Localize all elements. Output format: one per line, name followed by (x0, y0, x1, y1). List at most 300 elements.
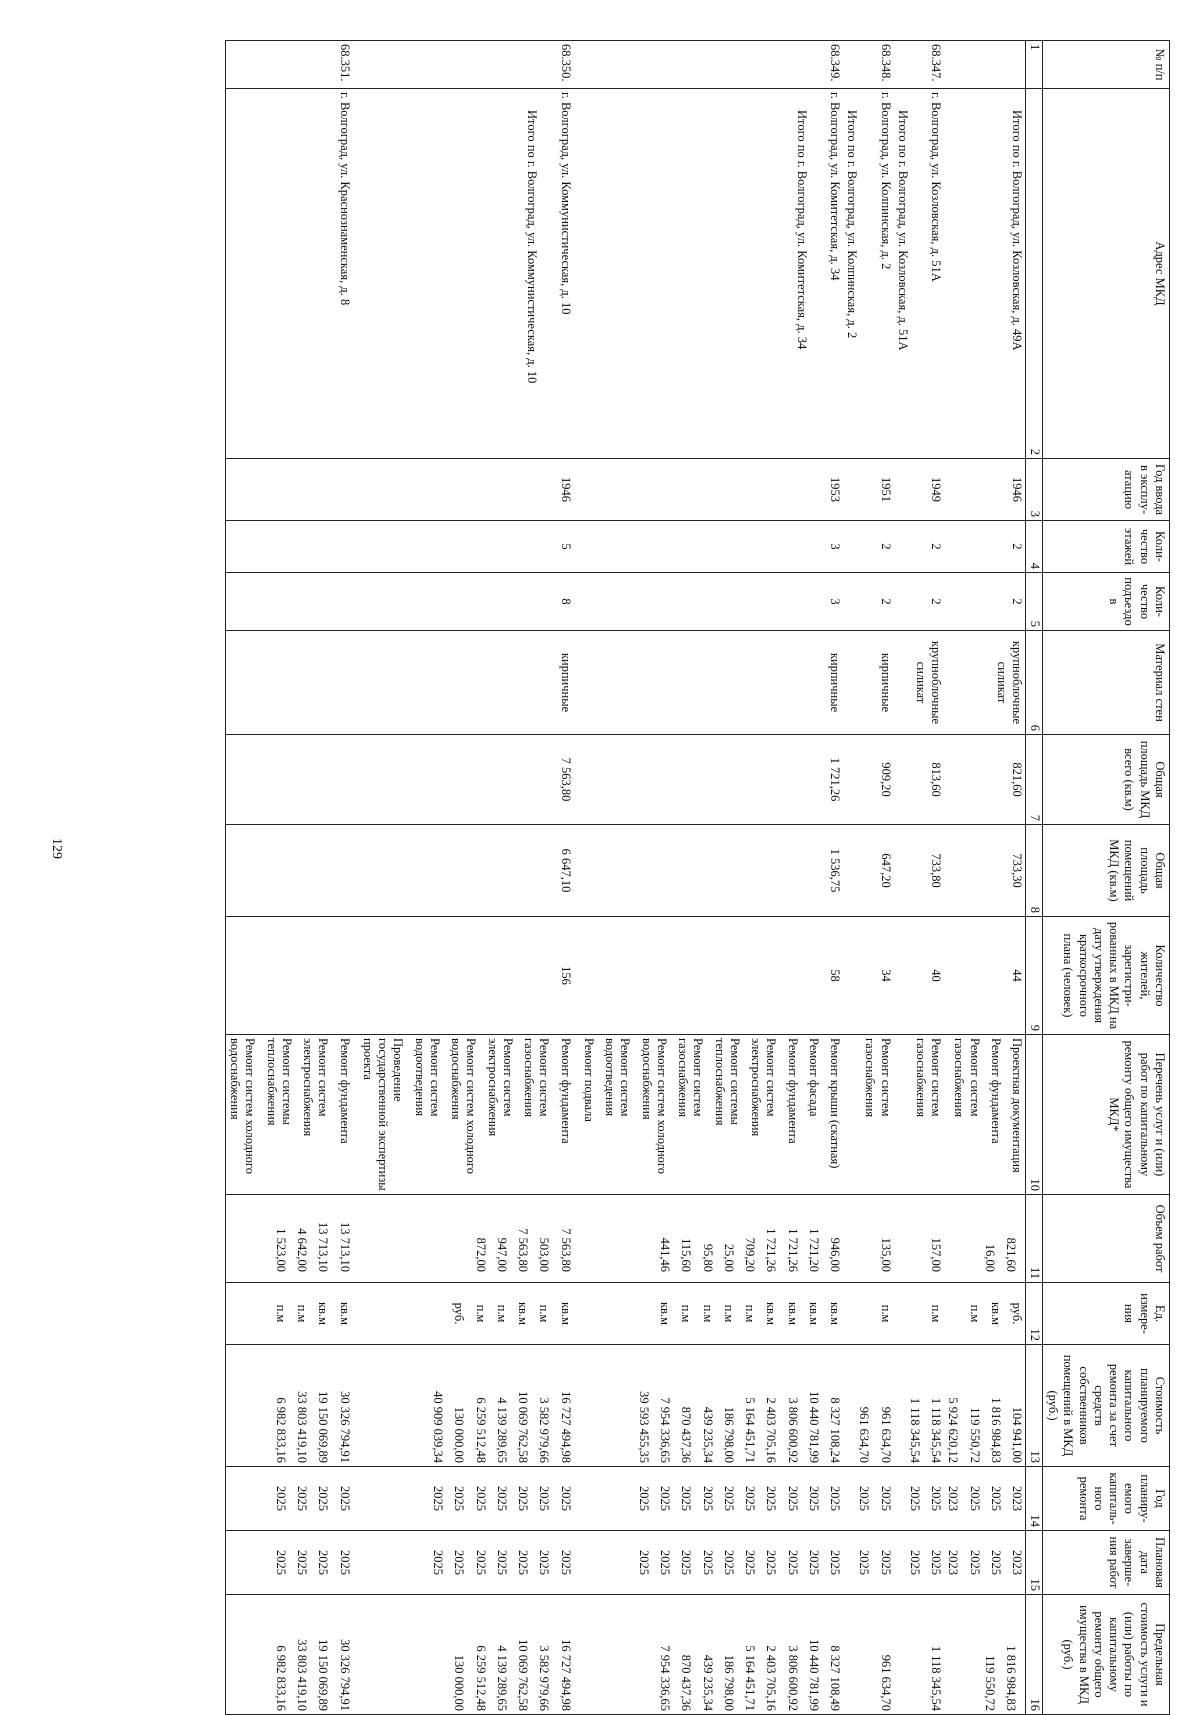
work-cost: 119 550,72 (967, 1407, 982, 1463)
total-end: 2025 (431, 1550, 446, 1575)
work-year: 2025 (537, 1486, 552, 1511)
work-unit: п.м (878, 1304, 893, 1323)
col-header-entrances: Коли-чество подъездо в (1043, 573, 1170, 631)
work-volume: 7 563,80 (516, 1228, 531, 1272)
work-end: 2025 (722, 1550, 736, 1575)
work-end: 2025 (967, 1550, 982, 1575)
work-end: 2023 (1010, 1550, 1025, 1575)
work-cost: 1 816 984,83 (989, 1397, 1003, 1463)
work-unit: кв.м (516, 1301, 531, 1325)
work-year: 2025 (316, 1486, 331, 1511)
floors: 2 (894, 521, 945, 573)
work-cost: 439 235,34 (700, 1406, 715, 1463)
col-header-volume: Объем работ (1043, 1195, 1170, 1283)
floors (226, 521, 353, 573)
work-end: 2025 (495, 1550, 509, 1575)
address-text: г. Волгоград, ул. Комитетская, д. 34 (828, 92, 843, 281)
end-date-cell (843, 1531, 894, 1595)
works-cell (894, 1035, 945, 1195)
work-name: Ремонт систем водоотведения (412, 1038, 442, 1117)
work-year: 2025 (722, 1486, 736, 1511)
end-date-cell (353, 1531, 574, 1595)
floors: 5 (353, 521, 574, 573)
col-number: 6 (1026, 631, 1043, 735)
work-name: Ремонт фасада (807, 1038, 821, 1117)
residents: 34 (843, 917, 894, 1035)
repair-year-cell (843, 1467, 894, 1531)
work-unit: п.м (967, 1304, 982, 1323)
end-date-cell (944, 1531, 1026, 1595)
volume-cell (843, 1195, 894, 1283)
work-end: 2025 (679, 1550, 694, 1575)
work-name: Ремонт фундамента (989, 1038, 1003, 1144)
col-number: 13 (1026, 1345, 1043, 1467)
work-unit: кв.м (658, 1301, 673, 1325)
work-end: 2025 (337, 1550, 352, 1575)
work-cost: 186 798,00 (722, 1406, 736, 1463)
work-volume: 4 642,00 (295, 1228, 310, 1272)
work-volume: 157,00 (929, 1237, 944, 1272)
work-cost: 104 941,00 (1010, 1406, 1025, 1463)
work-year: 2025 (807, 1486, 821, 1511)
col-header-year-built: Год ввода в эксплу-атацию (1043, 459, 1170, 521)
work-year: 2025 (558, 1486, 573, 1511)
row-number: 68.351. (226, 41, 353, 89)
work-unit: п.м (495, 1304, 509, 1323)
work-name: Ремонт системы теплоснабжения (264, 1038, 294, 1126)
col-number: 9 (1026, 917, 1043, 1035)
works-cell (843, 1035, 894, 1195)
work-unit: п.м (274, 1304, 288, 1323)
col-number: 11 (1026, 1195, 1043, 1283)
works-cell (226, 1035, 353, 1195)
work-cost: 1 118 345,54 (929, 1397, 944, 1463)
rooms-area: 733,80 (894, 825, 945, 917)
volume-cell (226, 1195, 353, 1283)
cost-cell (944, 1345, 1026, 1467)
work-volume: 821,60 (1004, 1237, 1019, 1272)
entrances: 2 (894, 573, 945, 631)
work-end: 2025 (274, 1550, 288, 1575)
entrances: 3 (574, 573, 844, 631)
unit-cell (226, 1283, 353, 1345)
address-text: г. Волгоград, ул. Краснознаменская, д. 8 (337, 92, 352, 306)
works-cell (574, 1035, 844, 1195)
entrances: 8 (353, 573, 574, 631)
work-name: Ремонт систем газоснабжения (914, 1038, 944, 1118)
work-name: Ремонт систем газоснабжения (676, 1038, 706, 1118)
col-header-total-area: Общая площадь МКД всего (кв.м) (1043, 735, 1170, 825)
work-end: 2025 (658, 1550, 673, 1575)
column-number-row (1026, 41, 1043, 1715)
rooms-area (226, 825, 353, 917)
unit-cell (574, 1283, 844, 1345)
repair-year-cell (574, 1467, 844, 1531)
address-text: г. Волгоград, ул. Колпинская, д. 2 (878, 92, 893, 270)
unit-cell (843, 1283, 894, 1345)
work-cost: 870 437,36 (679, 1406, 694, 1463)
wall-material (226, 631, 353, 735)
work-unit: кв.м (807, 1301, 821, 1325)
col-number: 12 (1026, 1283, 1043, 1345)
address-cell (226, 89, 353, 459)
page-number: 129 (49, 838, 64, 859)
work-year: 2025 (452, 1486, 467, 1511)
total-end: 2025 (637, 1550, 651, 1575)
work-name: Ремонт систем холодного водоснабжения (639, 1038, 669, 1174)
work-limit: 10 440 781,99 (807, 1639, 821, 1711)
work-name: Ремонт систем электроснабжения (749, 1038, 779, 1137)
work-volume: 441,46 (658, 1237, 673, 1272)
work-end: 2025 (473, 1550, 488, 1575)
year-built (226, 459, 353, 521)
table-row (226, 41, 353, 1715)
work-volume: 946,00 (828, 1237, 843, 1272)
work-cost: 10 069 762,58 (516, 1391, 531, 1463)
work-cost: 130 000,00 (452, 1406, 467, 1463)
total-area: 813,60 (894, 735, 945, 825)
work-unit: п.м (700, 1304, 715, 1323)
work-volume: 13 713,10 (337, 1222, 352, 1272)
residents (226, 917, 353, 1035)
work-limit: 1 118 345,54 (929, 1645, 944, 1711)
works-cell (353, 1035, 574, 1195)
work-volume: 709,20 (743, 1237, 758, 1272)
work-unit: кв.м (989, 1301, 1003, 1325)
work-year: 2025 (828, 1486, 843, 1511)
work-name: Проектная документация (1010, 1038, 1025, 1173)
work-end: 2025 (785, 1550, 800, 1575)
capital-repair-table (225, 40, 1170, 1715)
floors: 2 (944, 521, 1026, 573)
year-built: 1946 (353, 459, 574, 521)
repair-year-cell (226, 1467, 353, 1531)
work-volume: 95,80 (700, 1243, 715, 1272)
col-header-floors: Коли-чество этажей (1043, 521, 1170, 573)
work-year: 2025 (700, 1486, 715, 1511)
work-year: 2025 (295, 1486, 310, 1511)
row-number: 68.347. (894, 41, 945, 89)
work-end: 2025 (516, 1550, 531, 1575)
rooms-area: 647,20 (843, 825, 894, 917)
volume-cell (894, 1195, 945, 1283)
col-header-end-date: Плановая дата заверше-ния работ (1043, 1531, 1170, 1595)
work-volume: 872,00 (473, 1237, 488, 1272)
col-number: 1 (1026, 41, 1043, 89)
row-number: 68.350. (353, 41, 574, 89)
table-row (944, 41, 1026, 1715)
cost-cell (353, 1345, 574, 1467)
work-end: 2025 (764, 1550, 779, 1575)
work-unit: кв.м (764, 1301, 779, 1325)
total-cost: 39 593 455,35 (637, 1391, 651, 1463)
work-unit: п.м (929, 1304, 944, 1323)
work-cost: 4 139 289,65 (495, 1397, 509, 1463)
work-end: 2025 (807, 1550, 821, 1575)
work-cost: 33 803 419,10 (295, 1391, 310, 1463)
wall-material: крупноблочные силикат (894, 631, 945, 735)
work-unit: кв.м (316, 1301, 331, 1325)
work-name: Ремонт систем водоотведения (603, 1038, 633, 1117)
work-limit: 3 806 600,92 (785, 1645, 800, 1711)
floors: 3 (574, 521, 844, 573)
work-unit: кв.м (558, 1301, 573, 1325)
work-year: 2025 (679, 1486, 694, 1511)
work-cost: 19 150 069,89 (316, 1391, 331, 1463)
year-built: 1951 (843, 459, 894, 521)
total-year: 2025 (908, 1486, 922, 1511)
total-cost: 1 118 345,54 (908, 1397, 922, 1463)
work-end: 2025 (929, 1550, 944, 1575)
residents: 40 (894, 917, 945, 1035)
total-area: 821,60 (944, 735, 1026, 825)
work-year: 2023 (1010, 1486, 1025, 1511)
col-number: 16 (1026, 1595, 1043, 1715)
work-year: 2025 (516, 1486, 531, 1511)
work-volume: 25,00 (722, 1243, 736, 1272)
work-volume: 135,00 (878, 1237, 893, 1272)
entrances (226, 573, 353, 631)
total-area (226, 735, 353, 825)
work-end: 2025 (295, 1550, 310, 1575)
total-end: 2025 (908, 1550, 922, 1575)
work-cost: 16 727 494,98 (558, 1391, 573, 1463)
wall-material: кирпичные (574, 631, 844, 735)
total-area: 909,20 (843, 735, 894, 825)
rooms-area: 1 536,75 (574, 825, 844, 917)
entrances: 2 (843, 573, 894, 631)
work-end: 2025 (989, 1550, 1003, 1575)
table-row (574, 41, 844, 1715)
work-unit: кв.м (785, 1301, 800, 1325)
address-cell (944, 89, 1026, 459)
work-name: Ремонт фундамента (785, 1038, 800, 1144)
work-limit: 186 798,00 (722, 1654, 736, 1711)
work-name: Проведение государственной экспертизы проекта (361, 1038, 406, 1191)
table-body (226, 41, 1026, 1715)
address-text: Итого по г. Волгоград, ул. Козловская, д. 49А (1010, 110, 1025, 351)
work-name: Ремонт системы теплоснабжения (712, 1038, 742, 1126)
work-limit: 6 259 512,48 (473, 1645, 488, 1711)
work-cost: 7 954 336,65 (658, 1397, 673, 1463)
col-number: 5 (1026, 573, 1043, 631)
work-unit: п.м (473, 1304, 488, 1323)
work-name: Ремонт систем электроснабжения (485, 1038, 515, 1137)
work-unit: п.м (722, 1304, 736, 1323)
col-header-wall-material: Материал стен (1043, 631, 1170, 735)
row-number: 68.348. (843, 41, 894, 89)
residents: 58 (574, 917, 844, 1035)
subtotal-address-text: Итого по г. Волгоград, ул. Коммунистическая, д. 10 (525, 110, 540, 384)
work-year: 2025 (764, 1486, 779, 1511)
work-limit: 130 000,00 (452, 1654, 467, 1711)
residents: 156 (353, 917, 574, 1035)
work-limit: 5 164 451,71 (743, 1645, 758, 1711)
col-header-works: Перечень услуг и (или) работ по капитальному ремонту общего имущества МКД* (1043, 1035, 1170, 1195)
repair-year-cell (353, 1467, 574, 1531)
wall-material: кирпичные (843, 631, 894, 735)
work-volume: 16,00 (983, 1243, 997, 1272)
work-year: 2025 (274, 1486, 288, 1511)
row-number: 68.349. (574, 41, 844, 89)
work-end: 2025 (700, 1550, 715, 1575)
work-unit: п.м (743, 1304, 758, 1323)
works-cell (944, 1035, 1026, 1195)
unit-cell (894, 1283, 945, 1345)
work-unit: руб. (452, 1302, 467, 1325)
work-limit: 33 803 419,10 (295, 1639, 310, 1711)
subtotal-address-text: Итого по г. Волгоград, ул. Колпинская, д. 2 (845, 110, 860, 339)
work-cost: 961 634,70 (878, 1406, 893, 1463)
work-end: 2025 (558, 1550, 573, 1575)
col-header-num: № п/п (1043, 41, 1170, 89)
year-built: 1949 (894, 459, 945, 521)
table-row (353, 41, 574, 1715)
cost-cell (843, 1345, 894, 1467)
col-number: 3 (1026, 459, 1043, 521)
work-name: Ремонт систем электроснабжения (301, 1038, 331, 1137)
wall-material: крупноблочные силикат (944, 631, 1026, 735)
work-volume: 1 721,26 (785, 1228, 800, 1272)
work-cost: 3 806 600,92 (785, 1397, 800, 1463)
work-limit: 10 069 762,58 (516, 1639, 531, 1711)
col-number: 7 (1026, 735, 1043, 825)
work-end: 2025 (316, 1550, 331, 1575)
work-year: 2025 (785, 1486, 800, 1511)
total-year: 2025 (431, 1486, 446, 1511)
work-volume: 947,00 (495, 1237, 509, 1272)
address-text: г. Волгоград, ул. Козловская, д. 51А (929, 92, 944, 282)
entrances: 2 (944, 573, 1026, 631)
col-number: 4 (1026, 521, 1043, 573)
address-cell (843, 89, 894, 459)
col-header-residents: Количество жителей, зарегистри-рованных в МКД на дату утверждения краткосрочного плана (человек) (1043, 917, 1170, 1035)
cost-cell (894, 1345, 945, 1467)
work-unit: руб. (1010, 1302, 1025, 1325)
work-unit: п.м (537, 1304, 552, 1323)
work-year: 2025 (337, 1486, 352, 1511)
work-name: Ремонт систем холодного водоснабжения (449, 1038, 479, 1174)
unit-cell (353, 1283, 574, 1345)
work-limit: 30 326 794,91 (337, 1639, 352, 1711)
total-year: 2025 (637, 1486, 651, 1511)
work-end: 2025 (878, 1550, 893, 1575)
work-volume: 115,60 (679, 1238, 694, 1272)
work-limit: 4 139 289,65 (495, 1645, 509, 1711)
subtotal-address-text: Итого по г. Волгоград, ул. Козловская, д. 51А (896, 110, 910, 351)
work-year: 2025 (878, 1486, 893, 1511)
work-year: 2025 (989, 1486, 1003, 1511)
address-text: г. Волгоград, ул. Коммунистическая, д. 10 (558, 92, 573, 315)
work-limit: 3 582 979,66 (537, 1645, 552, 1711)
work-cost: 10 440 781,99 (807, 1391, 821, 1463)
work-name: Ремонт систем газоснабжения (522, 1038, 552, 1118)
total-year: 2025 (857, 1486, 872, 1511)
total-end: 2025 (857, 1550, 872, 1575)
work-limit: 1 816 984,83 (1004, 1645, 1019, 1711)
unit-cell (944, 1283, 1026, 1345)
work-volume: 1 721,20 (807, 1228, 821, 1272)
total-cost: 40 909 039,34 (431, 1391, 446, 1463)
work-cost: 30 326 794,91 (337, 1391, 352, 1463)
work-limit: 8 327 108,49 (828, 1645, 843, 1711)
col-header-cost: Стоимость планируемого капитального ремонта за счет средств собственников помещений в МКД (руб.) (1043, 1345, 1170, 1467)
work-name: Ремонт подвала (582, 1038, 596, 1122)
repair-year-cell (894, 1467, 945, 1531)
total-cost: 5 924 620,12 (946, 1397, 961, 1463)
work-year: 2025 (743, 1486, 758, 1511)
work-limit: 2 403 705,16 (764, 1645, 779, 1711)
work-limit: 16 727 494,98 (558, 1639, 573, 1711)
work-unit: п.м (295, 1304, 310, 1323)
col-header-rooms-area: Общая площадь помещений МКД (кв.м) (1043, 825, 1170, 917)
work-cost: 8 327 108,24 (828, 1397, 843, 1463)
rooms-area: 6 647,10 (353, 825, 574, 917)
subtotal-address-text: Итого по г. Волгоград, ул. Комитетская, д. 34 (795, 110, 809, 350)
col-number: 15 (1026, 1531, 1043, 1595)
work-year: 2025 (658, 1486, 673, 1511)
work-year: 2025 (967, 1486, 982, 1511)
address-cell (894, 89, 945, 459)
end-date-cell (574, 1531, 844, 1595)
work-end: 2025 (452, 1550, 467, 1575)
volume-cell (574, 1195, 844, 1283)
work-year: 2025 (929, 1486, 944, 1511)
work-name: Ремонт систем газоснабжения (952, 1038, 982, 1118)
col-number: 10 (1026, 1035, 1043, 1195)
work-volume: 13 713,10 (316, 1222, 331, 1272)
work-end: 2025 (828, 1550, 843, 1575)
work-volume: 1 721,26 (764, 1228, 779, 1272)
work-name: Ремонт фундамента (337, 1038, 352, 1144)
total-area: 1 721,26 (574, 735, 844, 825)
work-limit: 439 235,34 (700, 1654, 715, 1711)
work-limit: 19 150 069,89 (316, 1639, 331, 1711)
work-cost: 3 582 979,66 (537, 1397, 552, 1463)
end-date-cell (894, 1531, 945, 1595)
work-unit: кв.м (337, 1301, 352, 1325)
total-end: 2023 (946, 1550, 961, 1575)
work-end: 2025 (537, 1550, 552, 1575)
year-built: 1946 (944, 459, 1026, 521)
rooms-area: 733,30 (944, 825, 1026, 917)
cost-cell (574, 1345, 844, 1467)
col-number: 14 (1026, 1467, 1043, 1531)
work-name: Ремонт систем холодного водоснабжения (228, 1038, 258, 1174)
work-end: 2025 (743, 1550, 758, 1575)
table-row (894, 41, 945, 1715)
table-row (843, 41, 894, 1715)
cost-cell (226, 1345, 353, 1467)
work-cost: 6 259 512,48 (473, 1397, 488, 1463)
work-year: 2025 (495, 1486, 509, 1511)
work-volume: 1 523,00 (274, 1228, 288, 1272)
col-header-address: Адрес МКД (1043, 89, 1170, 459)
col-number: 8 (1026, 825, 1043, 917)
total-area: 7 563,80 (353, 735, 574, 825)
work-cost: 5 164 451,71 (743, 1397, 758, 1463)
volume-cell (944, 1195, 1026, 1283)
work-name: Ремонт систем газоснабжения (863, 1038, 893, 1118)
work-cost: 2 403 705,16 (764, 1397, 779, 1463)
work-limit: 961 634,70 (878, 1654, 893, 1711)
address-cell (353, 89, 574, 459)
work-unit: п.м (679, 1304, 694, 1323)
col-number: 2 (1026, 89, 1043, 459)
residents: 44 (944, 917, 1026, 1035)
total-year: 2023 (946, 1486, 961, 1511)
work-year: 2025 (473, 1486, 488, 1511)
